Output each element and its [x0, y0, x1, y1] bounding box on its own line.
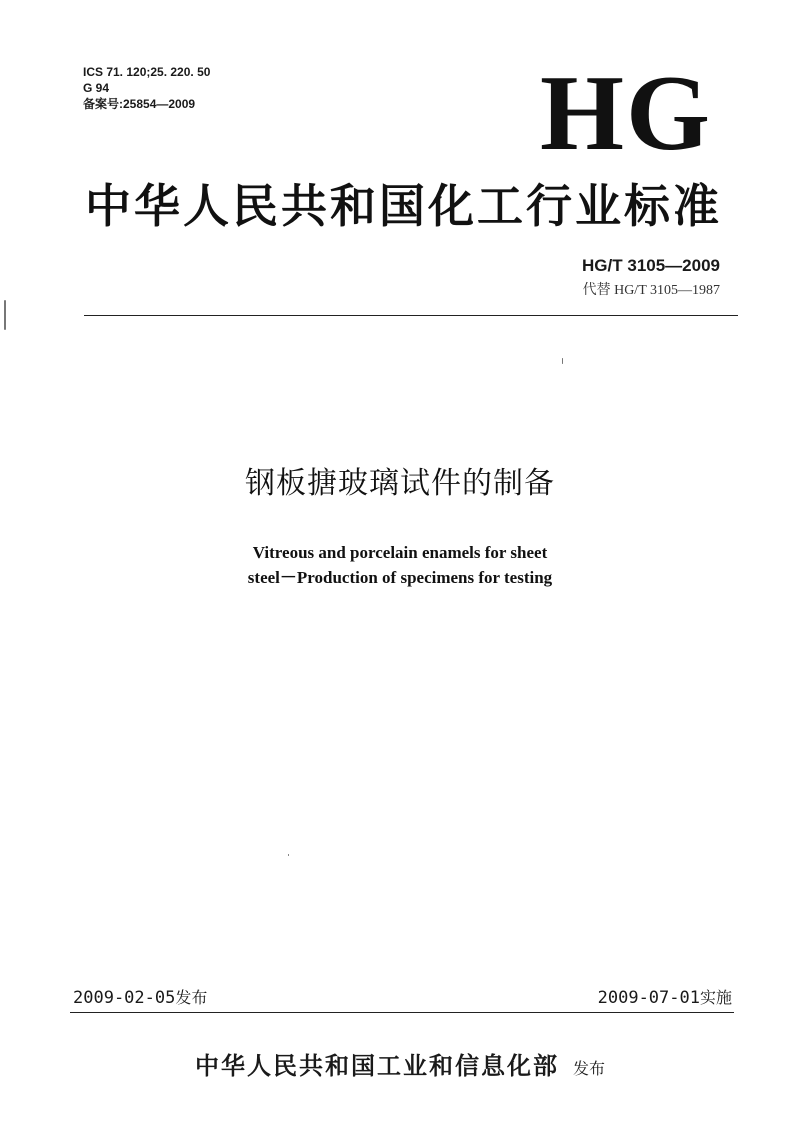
classification-block [83, 64, 210, 112]
implementation-date: 2009-07-01 [597, 988, 700, 1008]
scan-mark [562, 358, 563, 364]
issue-date: 2009-02-05 [73, 988, 176, 1008]
implementation-date-block [598, 986, 732, 1010]
standard-banner: 中华人民共和国化工行业标准 [85, 179, 722, 233]
issuer-line [0, 1046, 800, 1081]
document-title-zh: 钢板搪玻璃试件的制备 [245, 466, 555, 501]
issue-date-block [73, 986, 207, 1010]
header-divider [84, 315, 738, 316]
footer-divider [70, 1012, 734, 1013]
ccs-code: G 94 [83, 81, 110, 95]
scan-mark [288, 854, 289, 856]
filing-number: 备案号:25854—2009 [83, 97, 196, 111]
document-title-en [0, 540, 800, 590]
scan-mark [4, 300, 6, 330]
issue-label: 发布 [175, 988, 208, 1007]
title-en-line-2: steel－Production of specimens for testing [247, 568, 553, 587]
issuer-suffix: 发布 [572, 1059, 605, 1078]
hg-logo: HG [540, 54, 713, 173]
implementation-label: 实施 [699, 988, 732, 1007]
ics-code: ICS 71. 120;25. 220. 50 [83, 65, 211, 79]
replaces-note: 代替 HG/T 3105—1987 [582, 283, 720, 298]
title-en-line-1: Vitreous and porcelain enamels for sheet [252, 543, 548, 562]
standard-number: HG/T 3105—2009 [582, 256, 720, 275]
issuer-name: 中华人民共和国工业和信息化部 [194, 1051, 559, 1080]
